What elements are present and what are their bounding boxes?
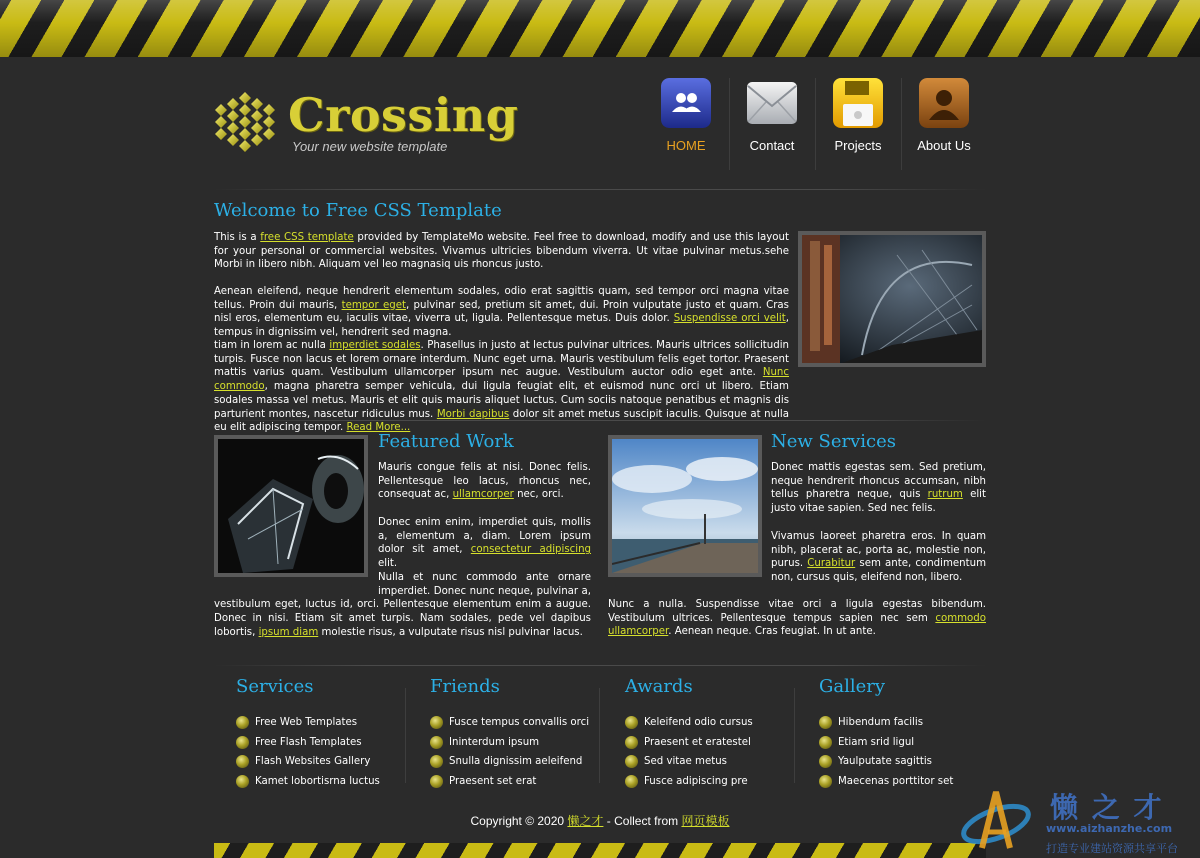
list-item-label: Praesent set erat: [449, 775, 537, 787]
featured-work-title: Featured Work: [378, 431, 514, 452]
welcome-paragraph-1: [214, 231, 789, 272]
column-separator: [599, 688, 600, 783]
list-item-label: Yaulputate sagittis: [838, 756, 932, 768]
text: , pulvinar sed, pretium sit amet, dui. Proin vulputate justo et quam. Cras nisl eros, elementum eu, iaculis vitae, viverra ut, ligula. Pellentesque metus. Duis dolor.: [214, 299, 789, 325]
nav-label-home: HOME: [666, 138, 706, 153]
nav-label-contact: Contact: [749, 138, 795, 153]
text: Vivamus laoreet pharetra eros. In quam nibh, placerat ac, porta ac, molestie non, purus.: [771, 531, 986, 570]
featured-paragraph-3: [214, 571, 591, 640]
crystal-photo: [218, 439, 364, 573]
rutrum-link[interactable]: rutrum: [927, 489, 963, 501]
list-item[interactable]: [625, 736, 815, 756]
bullet-icon: [430, 716, 443, 729]
imperdiet-sodales-link[interactable]: imperdiet sodales: [329, 340, 421, 351]
bottom-col-title: Services: [236, 676, 314, 697]
text: Donec enim enim, imperdiet quis, mollis a, elementum a, diam. Lorem ipsum dolor sit amet,: [378, 517, 591, 556]
text: elit justo vitae sapien. Sed nec felis.: [771, 489, 986, 515]
read-more-link[interactable]: Read More...: [346, 422, 411, 434]
new-services-title: New Services: [771, 431, 897, 452]
bullet-icon: [236, 716, 249, 729]
envelope-icon: [747, 78, 797, 128]
text: tiam in lorem ac nulla: [214, 340, 330, 351]
list-item-label: Free Flash Templates: [255, 736, 362, 748]
watermark-brand: 懒 之 才: [1050, 791, 1164, 824]
list-item-label: Hibendum facilis: [838, 717, 923, 728]
watermark: [958, 784, 1200, 858]
list-item-label: Kamet lobortisrna luctus: [255, 775, 380, 787]
list-item[interactable]: [819, 755, 1009, 775]
bullet-icon: [236, 755, 249, 768]
text: molestie risus, a vulputate risus nisl pulvinar lacus.: [318, 626, 583, 638]
welcome-paragraph-2: [214, 285, 789, 340]
floppy-disk-icon: [833, 78, 883, 128]
list-item[interactable]: [236, 716, 426, 736]
float-spacer: [214, 571, 378, 598]
list-item-label: Sed vitae metus: [644, 756, 727, 768]
bullet-icon: [625, 775, 638, 788]
watermark-logo-icon: [958, 786, 1034, 856]
morbi-dapibus-link[interactable]: Morbi dapibus: [436, 408, 510, 420]
column-separator: [405, 688, 406, 783]
featured-paragraph-1: [378, 461, 591, 502]
users-icon: [661, 78, 711, 128]
bottom-col-friends: [430, 676, 620, 794]
services-paragraph-1: [771, 461, 986, 516]
bottom-col-awards: [625, 676, 815, 794]
text: Aenean eleifend, neque hendrerit elementum sodales, odio erat sagittis quam, sed tempor orci magna vitae tellus. Proin dui mauris,: [214, 286, 789, 311]
text: - Collect from: [603, 814, 682, 828]
architecture-photo: [802, 235, 982, 363]
list-item-label: Maecenas porttitor set: [838, 775, 954, 787]
bottom-hazard-stripes: [214, 843, 986, 858]
top-hazard-stripes: [0, 0, 1200, 57]
list-item[interactable]: [236, 736, 426, 756]
nav-contact[interactable]: [729, 70, 815, 170]
text: Donec mattis egestas sem. Sed pretium, neque hendrerit rhoncus accumsan, nibh tellus pharetra neque, quis: [771, 462, 986, 501]
text: provided by TemplateMo website. Feel free to download, modify and use this layout for your personal or commercial websites. Vivamus ultricies bibendum viverra. Ut vitae pulvinar metus.sehe Morbi in libero nibh. Aliquam vel leo magnasiq uis rhoncus justo.: [214, 232, 789, 271]
text: Copyright © 2020: [470, 814, 568, 828]
list-item-label: Snulla dignissim aeleifend: [449, 756, 583, 768]
list-item[interactable]: [430, 736, 620, 756]
logo-subtitle: Your new website template: [292, 139, 448, 154]
text: nec, orci.: [513, 489, 564, 501]
tempor-eget-link[interactable]: tempor eget: [341, 299, 406, 311]
list-item[interactable]: [430, 775, 620, 795]
bottom-col-title: Friends: [430, 676, 500, 697]
list-item[interactable]: [236, 755, 426, 775]
bottom-col-title: Gallery: [819, 676, 886, 697]
text: . Phasellus in justo at lectus pulvinar ultrices. Mauris ultrices sollicitudin turpis. Fusce non lacus et lorem ornare interdum. Nunc eget urna. Mauris vestibulum felis eget tortor. Praesent mattis varius quam. Vestibulum ullamcorper ipsum nec augue. Vestibulum auctor odio eget ante.: [214, 340, 789, 379]
bullet-icon: [625, 716, 638, 729]
list-item-label: Etiam srid ligul: [838, 736, 915, 748]
bullet-icon: [430, 755, 443, 768]
footer-link-templates[interactable]: 网页模板: [681, 814, 730, 828]
footer-link-site[interactable]: 懒之才: [567, 814, 604, 828]
bullet-icon: [625, 755, 638, 768]
column-separator: [794, 688, 795, 783]
free-css-template-link[interactable]: free CSS template: [260, 232, 354, 243]
text: , tempus in dignissim vel, hendrerit sed magna.: [214, 313, 789, 339]
person-icon: [919, 78, 969, 128]
list-item-label: Flash Websites Gallery: [255, 756, 371, 768]
list-item-label: Fusce tempus convallis orci: [449, 717, 590, 728]
bottom-col-title: Awards: [625, 676, 693, 697]
watermark-slogan: 打造专业建站资源共享平台: [1046, 842, 1178, 855]
main-nav: [643, 70, 987, 170]
divider: [214, 420, 986, 421]
pier-photo: [612, 439, 758, 573]
nav-label-projects: Projects: [834, 138, 882, 153]
list-item-label: Ininterdum ipsum: [449, 736, 540, 748]
text: sem ante, condimentum non, cursus quis, eleifend non, libero.: [771, 558, 987, 584]
diamond-grid-logo-icon: [214, 92, 276, 152]
list-item-label: Free Web Templates: [255, 717, 358, 728]
text: . Aenean neque. Cras feugiat. In ut ante.: [668, 626, 876, 638]
list-item[interactable]: [625, 755, 815, 775]
list-item[interactable]: [236, 775, 426, 795]
bottom-col-services: [236, 676, 426, 794]
list-item[interactable]: [625, 716, 815, 736]
text: This is a: [214, 232, 261, 243]
watermark-url: www.aizhanzhe.com: [1046, 822, 1173, 835]
nav-label-about-us: About Us: [917, 138, 971, 153]
text: dolor sit amet metus suscipit iaculis. Quisque at nulla eu elit adipiscing tempor.: [214, 408, 789, 434]
bullet-icon: [625, 736, 638, 749]
bottom-col-gallery: [819, 676, 1009, 794]
logo-title: Crossing: [288, 88, 519, 142]
nunc-commodo-link[interactable]: Nunc commodo: [214, 367, 789, 393]
list-item-label: Fusce adipiscing pre: [644, 775, 748, 787]
nav-home[interactable]: [643, 70, 729, 170]
text: Mauris congue felis at nisi. Donec felis. Pellentesque leo lacus, rhoncus nec, consequat ac,: [378, 462, 591, 501]
list-item-label: Keleifend odio cursus: [644, 717, 753, 728]
logo[interactable]: [214, 90, 534, 160]
list-item-label: Praesent et eratestel: [644, 736, 751, 748]
nav-about-us[interactable]: [901, 70, 987, 170]
nav-projects[interactable]: [815, 70, 901, 170]
list-item[interactable]: [430, 755, 620, 775]
divider: [214, 189, 986, 190]
list-item[interactable]: [430, 716, 620, 736]
bullet-icon: [819, 775, 832, 788]
ipsum-diam-link[interactable]: ipsum diam: [258, 626, 319, 638]
bullet-icon: [819, 716, 832, 729]
services-paragraph-2: [771, 530, 986, 585]
consectetur-adipiscing-link[interactable]: consectetur adipiscing: [470, 544, 592, 556]
commodo-ullamcorper-link[interactable]: commodo ullamcorper: [608, 612, 986, 638]
curabitur-link[interactable]: Curabitur: [807, 558, 856, 570]
divider: [214, 665, 986, 666]
bullet-icon: [236, 775, 249, 788]
list-item[interactable]: [819, 736, 1009, 756]
text: elit.: [378, 558, 398, 570]
ullamcorper-link[interactable]: ullamcorper: [452, 489, 514, 501]
featured-image: [214, 435, 368, 577]
bullet-icon: [430, 736, 443, 749]
text: Nulla et nunc commodo ante ornare imperdiet. Donec nunc neque, pulvinar a, vestibulum eget, luctus id, orci. Pellentesque elementum enim a augue. Donec in nisi. Etiam sit amet turpis. Nam sodales, pede vel dapibus lobortis,: [214, 572, 591, 638]
bullet-icon: [236, 736, 249, 749]
bullet-icon: [819, 755, 832, 768]
welcome-title: Welcome to Free CSS Template: [214, 200, 502, 221]
services-paragraph-3: [608, 598, 986, 639]
services-image: [608, 435, 762, 577]
bullet-icon: [430, 775, 443, 788]
text: , magna pharetra semper vehicula, dui ligula feugiat elit, et euismod nunc orci ut libero. Etiam sodales massa vel metus. Mauris et elit quis mauris aliquet luctus. Cum sociis natoque penatibus et magnis dis parturient montes, nascetur ridiculus mus.: [214, 381, 789, 420]
bullet-icon: [819, 736, 832, 749]
list-item[interactable]: [625, 775, 815, 795]
welcome-image: [798, 231, 986, 367]
list-item[interactable]: [819, 716, 1009, 736]
text: Nunc a nulla. Suspendisse vitae orci a ligula egestas bibendum. Vestibulum ultrices. Pellentesque tempus sapien nec sem: [608, 599, 986, 624]
suspendisse-link[interactable]: Suspendisse orci velit: [673, 313, 786, 325]
featured-paragraph-2: [378, 516, 591, 571]
